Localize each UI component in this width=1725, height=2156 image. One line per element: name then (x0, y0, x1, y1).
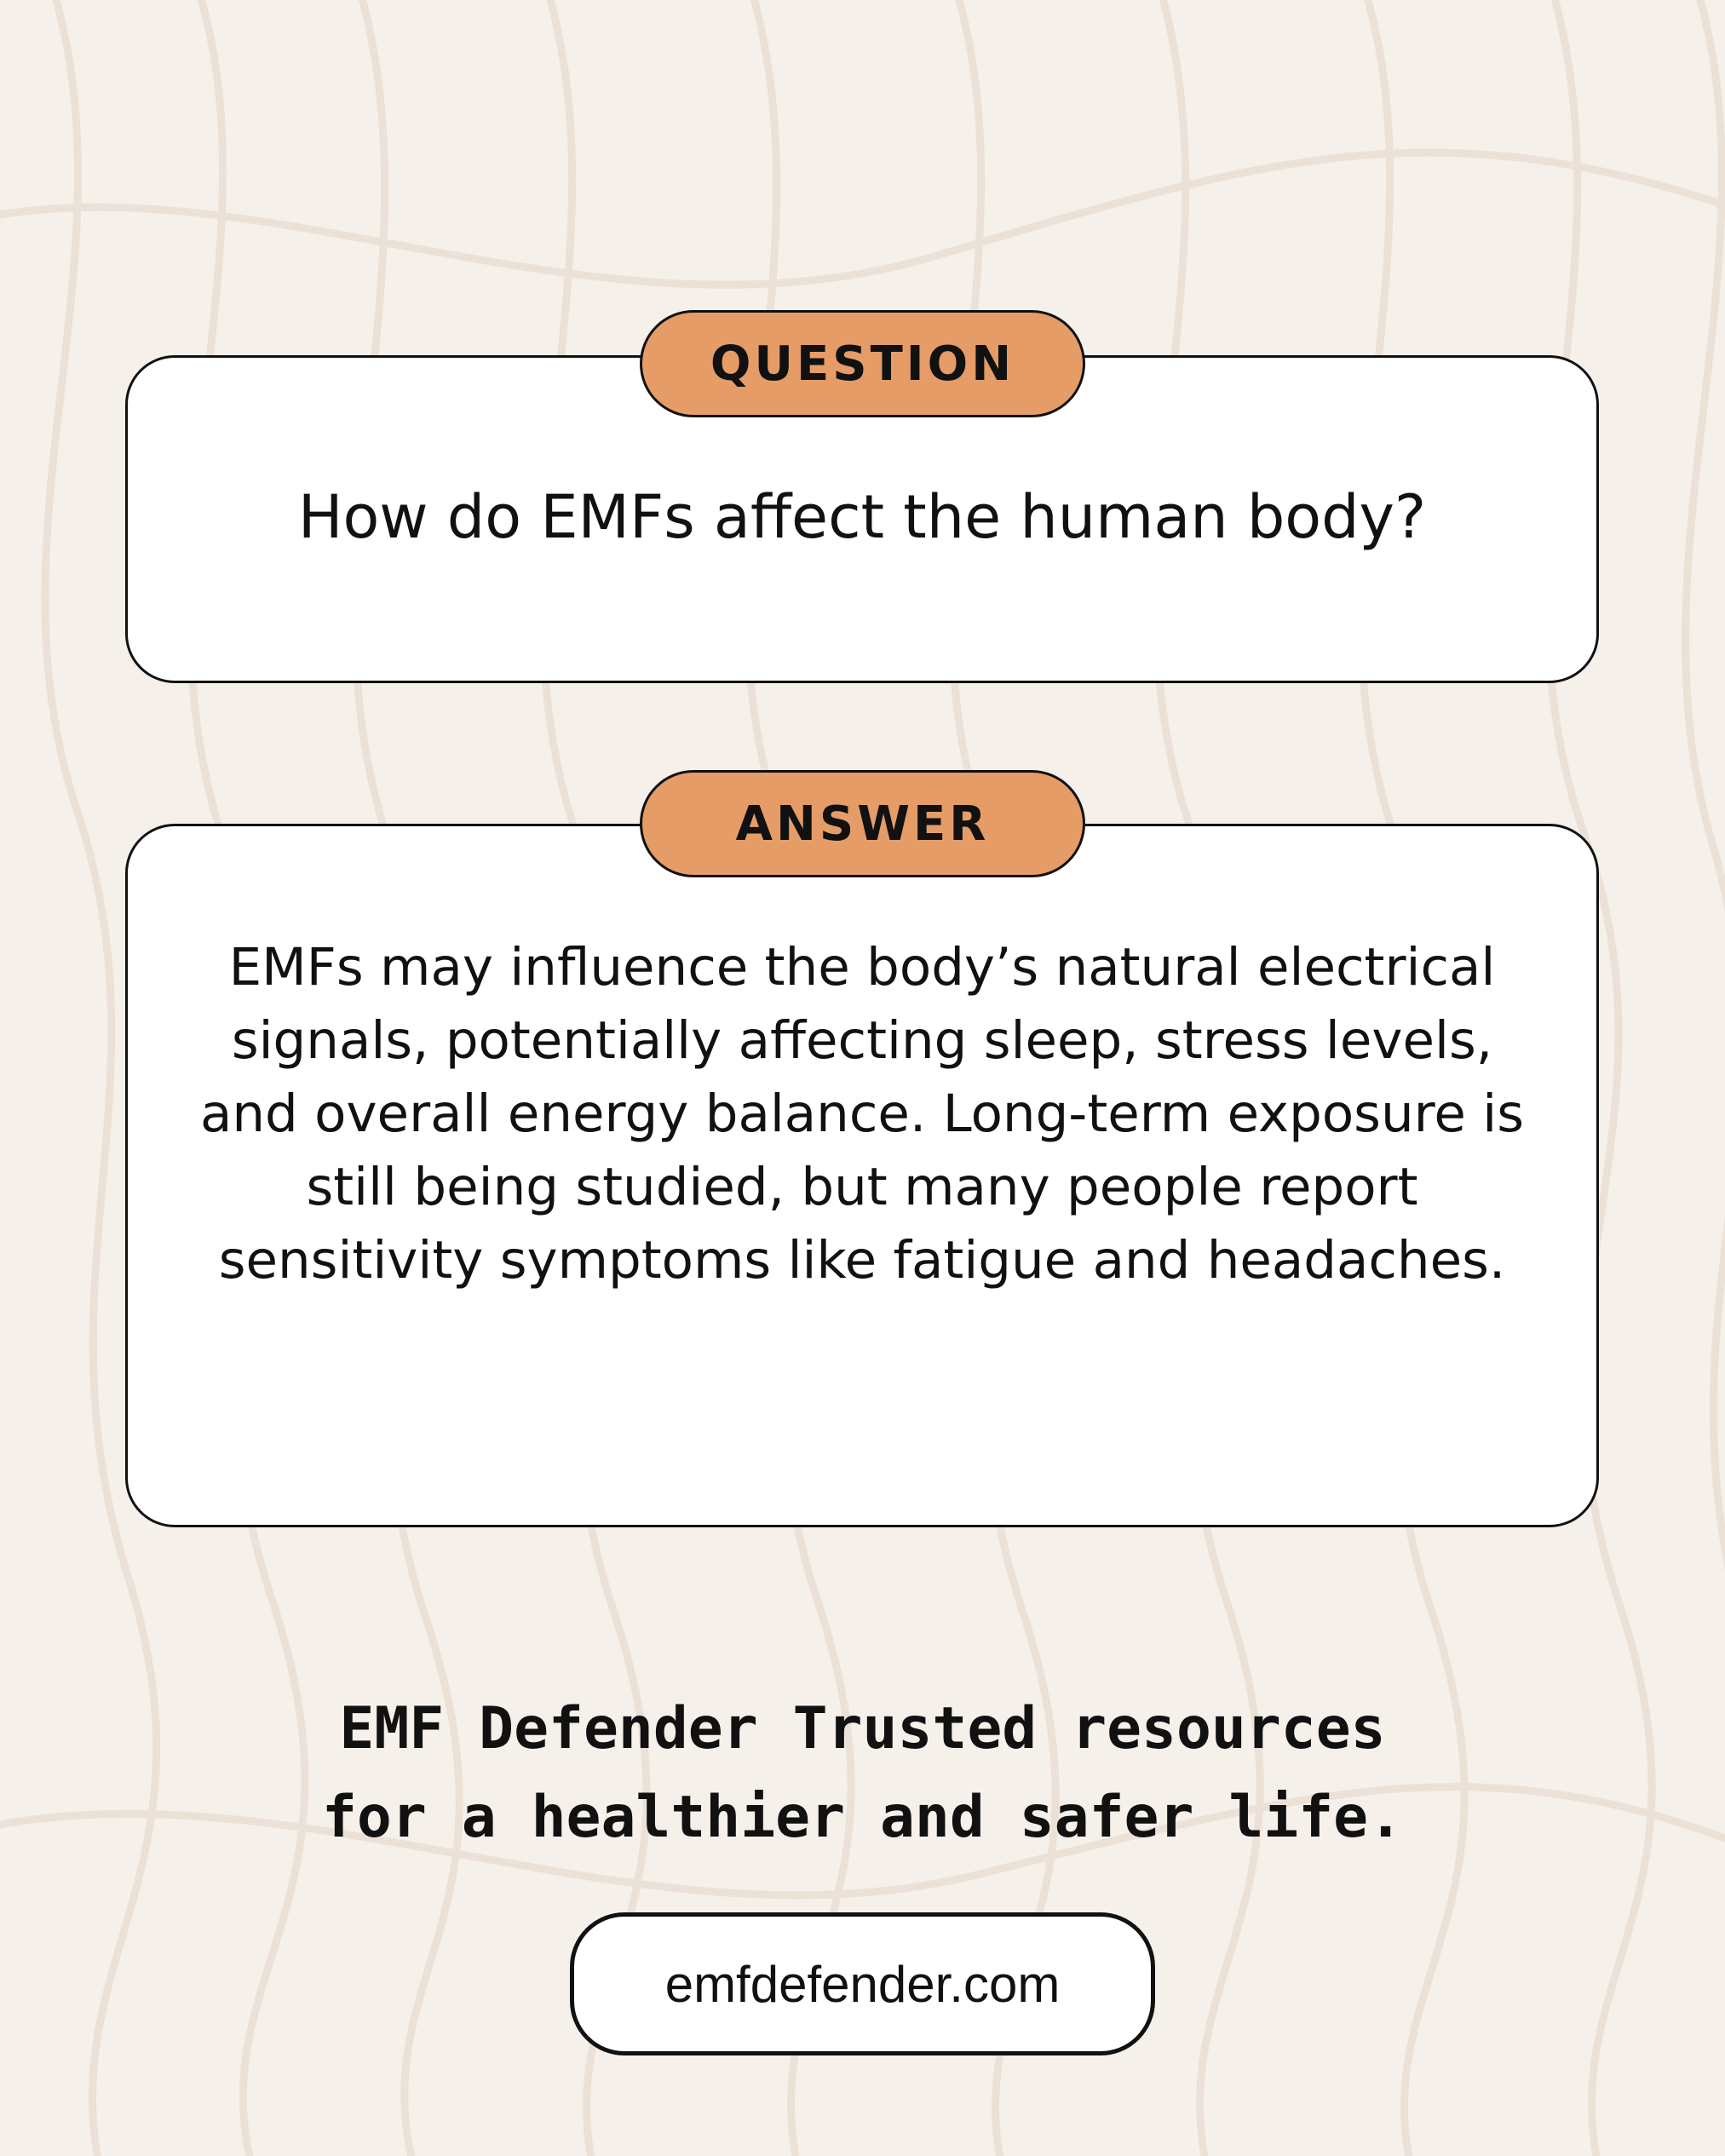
answer-card (125, 824, 1599, 1527)
question-text: How do EMFs affect the human body? (297, 482, 1427, 552)
question-badge: QUESTION (640, 310, 1085, 417)
website-link-button[interactable]: emfdefender.com (570, 1912, 1155, 2055)
answer-badge: ANSWER (640, 770, 1085, 877)
tagline-line-2: for a healthier and safer life. (321, 1784, 1404, 1851)
tagline (0, 1685, 1725, 1862)
answer-text: EMFs may influence the body’s natural electrical signals, potentially affecting sleep, stress levels, and overall energy balance. Long-term exposure is still being studied, but many people report sensitivity symptoms like fatigue and headaches. (199, 937, 1525, 1291)
tagline-line-1: EMF Defender Trusted resources (339, 1695, 1386, 1762)
